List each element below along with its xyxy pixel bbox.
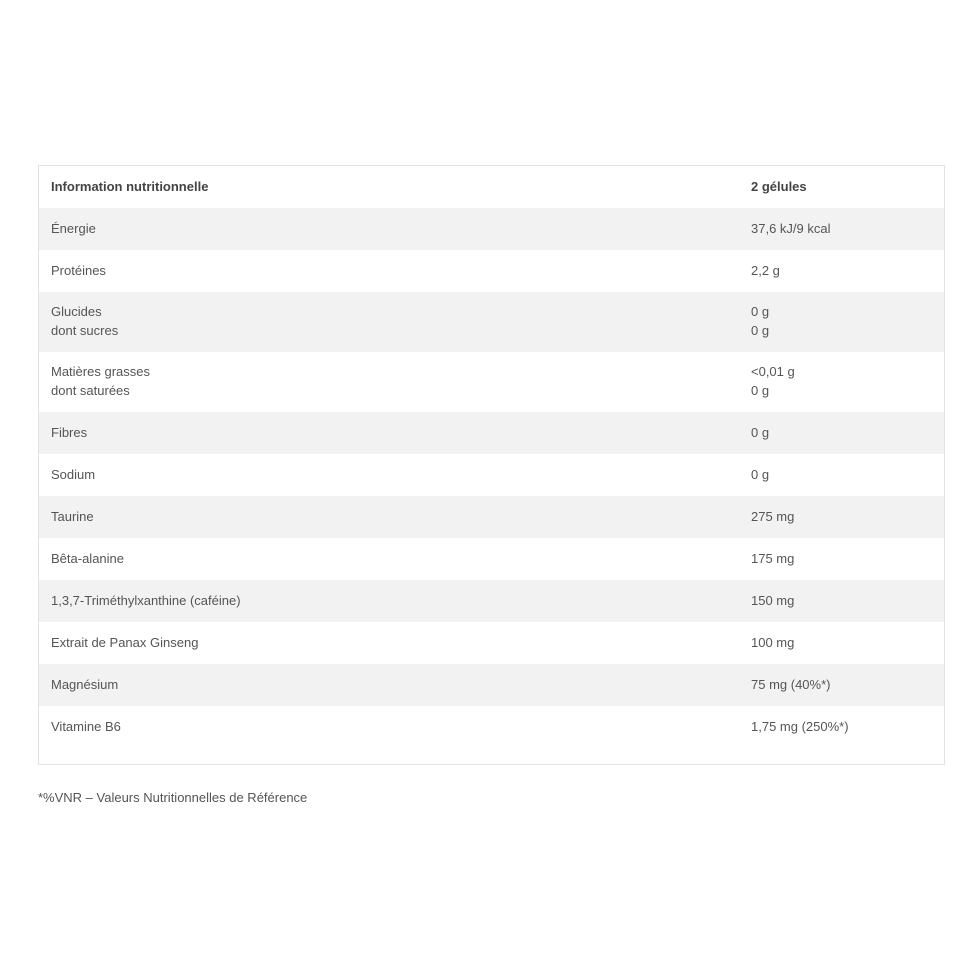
header-value: 2 gélules bbox=[751, 179, 807, 194]
row-label: Sodium bbox=[51, 467, 96, 482]
row-label: Extrait de Panax Ginseng bbox=[51, 635, 199, 650]
row-label: Matières grasses bbox=[51, 364, 150, 379]
row-value-cell bbox=[739, 292, 944, 352]
row-value: 0 g bbox=[739, 412, 944, 454]
row-label-cell bbox=[39, 352, 739, 412]
row-sublabel: dont saturées bbox=[51, 382, 130, 398]
nutrition-table bbox=[39, 166, 944, 764]
row-value: 100 mg bbox=[751, 635, 795, 650]
row-label-cell bbox=[39, 292, 739, 352]
footnote: *%VNR – Valeurs Nutritionnelles de Référence bbox=[38, 790, 308, 805]
row-value: 75 mg (40%*) bbox=[739, 664, 944, 706]
row-value: 0 g bbox=[751, 467, 770, 482]
table-header-row bbox=[39, 166, 944, 208]
table-row bbox=[39, 208, 944, 250]
row-value: 175 mg bbox=[751, 551, 795, 566]
row-value-cell bbox=[739, 352, 944, 412]
row-label: Fibres bbox=[39, 412, 739, 454]
row-sublabel: dont sucres bbox=[51, 322, 119, 338]
nutrition-table-container bbox=[38, 165, 945, 765]
row-value: 37,6 kJ/9 kcal bbox=[739, 208, 944, 250]
table-row bbox=[39, 496, 944, 538]
row-value: 275 mg bbox=[739, 496, 944, 538]
row-label: Énergie bbox=[39, 208, 739, 250]
table-row bbox=[39, 250, 944, 292]
row-label: Taurine bbox=[39, 496, 739, 538]
table-row bbox=[39, 538, 944, 580]
table-bottom-padding bbox=[39, 748, 944, 764]
row-value: 2,2 g bbox=[751, 263, 780, 278]
table-row bbox=[39, 706, 944, 748]
row-label: Protéines bbox=[51, 263, 106, 278]
table-row bbox=[39, 412, 944, 454]
table-row bbox=[39, 292, 944, 352]
row-value: 0 g bbox=[751, 304, 770, 319]
row-label: Bêta-alanine bbox=[51, 551, 124, 566]
row-label: Vitamine B6 bbox=[51, 719, 121, 734]
row-label: Magnésium bbox=[39, 664, 739, 706]
row-value: 1,75 mg (250%*) bbox=[751, 719, 849, 734]
table-row bbox=[39, 352, 944, 412]
table-row bbox=[39, 454, 944, 496]
row-subvalue: 0 g bbox=[751, 382, 770, 398]
row-label: Glucides bbox=[51, 304, 102, 319]
row-label: 1,3,7-Triméthylxanthine (caféine) bbox=[39, 580, 739, 622]
table-row bbox=[39, 622, 944, 664]
row-value: 150 mg bbox=[739, 580, 944, 622]
row-value: <0,01 g bbox=[751, 364, 795, 379]
table-row bbox=[39, 664, 944, 706]
row-subvalue: 0 g bbox=[751, 322, 770, 338]
table-row bbox=[39, 580, 944, 622]
table-bottom-padding-cell bbox=[39, 748, 944, 764]
header-label: Information nutritionnelle bbox=[51, 179, 209, 194]
